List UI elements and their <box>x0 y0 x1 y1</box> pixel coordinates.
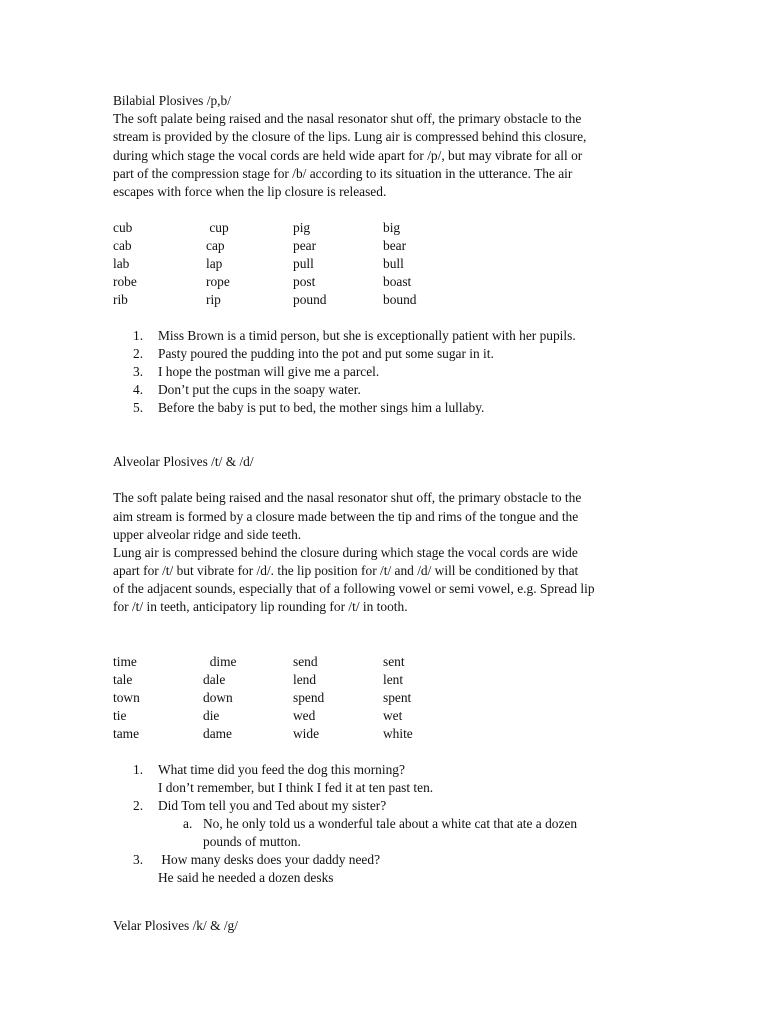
sub-item-text: No, he only told us a wonderful tale about a white cat that ate a dozen <box>203 815 578 831</box>
list-item <box>113 399 658 417</box>
word-cell: boast <box>383 274 412 290</box>
word-cell: time <box>113 653 137 669</box>
word-cell: lend <box>293 671 317 687</box>
item-text: Pasty poured the pudding into the pot and put some sugar in it. <box>158 346 494 362</box>
word-cell: lap <box>206 256 223 272</box>
word-cell: send <box>293 653 318 669</box>
sub-item-text: pounds of mutton. <box>203 833 301 849</box>
velar-heading: Velar Plosives /k/ & /g/ <box>113 917 238 933</box>
document-page <box>113 92 658 935</box>
alveolar-paragraph-line: for /t/ in teeth, anticipatory lip rounding for /t/ in tooth. <box>113 599 408 615</box>
word-cell: white <box>383 725 413 741</box>
bilabial-word-table <box>113 219 658 309</box>
word-cell: rib <box>113 292 128 308</box>
word-cell: dime <box>203 653 237 669</box>
word-cell: tie <box>113 707 127 723</box>
item-text: Miss Brown is a timid person, but she is exceptionally patient with her pupils. <box>158 328 576 344</box>
alveolar-paragraph-line: Lung air is compressed behind the closure during which stage the vocal cords are wide <box>113 544 578 560</box>
word-cell: sent <box>383 653 405 669</box>
item-number: 3. <box>133 364 144 380</box>
item-number: 2. <box>133 346 144 362</box>
bilabial-paragraph-line: The soft palate being raised and the nasal resonator shut off, the primary obstacle to the <box>113 111 582 127</box>
bilabial-paragraph-line: escapes with force when the lip closure is released. <box>113 183 387 199</box>
bilabial-heading: Bilabial Plosives /p,b/ <box>113 93 231 108</box>
sub-item-label: a. <box>183 815 193 831</box>
list-item <box>113 851 658 869</box>
word-cell: dale <box>203 671 226 687</box>
list-item <box>113 797 658 815</box>
word-cell: die <box>203 707 220 723</box>
item-number: 5. <box>133 400 144 416</box>
item-answer: I don’t remember, but I think I fed it at ten past ten. <box>158 779 434 795</box>
word-cell: bear <box>383 238 407 254</box>
item-number: 1. <box>133 761 144 777</box>
sub-list-item <box>113 815 658 851</box>
word-cell: cab <box>113 238 132 254</box>
word-cell: wide <box>293 725 320 741</box>
word-cell: wet <box>383 707 403 723</box>
item-text: I hope the postman will give me a parcel. <box>158 364 380 380</box>
list-item <box>113 381 658 399</box>
item-text: How many desks does your daddy need? <box>158 851 381 867</box>
alveolar-paragraph-line: aim stream is formed by a closure made between the tip and rims of the tongue and the <box>113 508 579 524</box>
alveolar-word-table <box>113 653 658 743</box>
word-cell: lent <box>383 671 404 687</box>
item-text: Before the baby is put to bed, the mother sings him a lullaby. <box>158 400 485 416</box>
word-cell: lab <box>113 256 130 272</box>
word-cell: spent <box>383 689 412 705</box>
word-cell: dame <box>203 725 232 741</box>
word-cell: town <box>113 689 140 705</box>
word-cell: pull <box>293 256 314 272</box>
word-cell: pound <box>293 292 327 308</box>
alveolar-paragraph-line: apart for /t/ but vibrate for /d/. the lip position for /t/ and /d/ will be conditioned by that <box>113 563 579 579</box>
bilabial-paragraph-line: during which stage the vocal cords are held wide apart for /p/, but may vibrate for all or <box>113 147 583 163</box>
item-number: 2. <box>133 797 144 813</box>
list-item <box>113 363 658 381</box>
word-cell: down <box>203 689 233 705</box>
bilabial-paragraph-line: part of the compression stage for /b/ according to its situation in the utterance. The air <box>113 165 573 181</box>
alveolar-question-list <box>113 761 658 887</box>
word-cell: cub <box>113 220 133 236</box>
bilabial-paragraph-line: stream is provided by the closure of the lips. Lung air is compressed behind this closure, <box>113 129 587 145</box>
alveolar-heading: Alveolar Plosives /t/ & /d/ <box>113 454 254 470</box>
word-cell: pig <box>293 220 311 236</box>
word-cell: tame <box>113 725 140 741</box>
item-answer: He said he needed a dozen desks <box>158 869 334 885</box>
word-cell: bull <box>383 256 404 272</box>
word-cell: tale <box>113 671 133 687</box>
word-cell: big <box>383 220 401 236</box>
word-cell: robe <box>113 274 137 290</box>
alveolar-paragraph-2 <box>113 544 658 617</box>
word-cell: cap <box>206 238 225 254</box>
item-number: 1. <box>133 328 144 344</box>
list-item <box>113 761 658 779</box>
word-cell: rope <box>206 274 230 290</box>
alveolar-paragraph-line: The soft palate being raised and the nasal resonator shut off, the primary obstacle to the <box>113 490 582 506</box>
word-cell: pear <box>293 238 317 254</box>
item-text: What time did you feed the dog this morning? <box>158 761 405 777</box>
word-cell: bound <box>383 292 417 308</box>
alveolar-paragraph-line: upper alveolar ridge and side teeth. <box>113 526 302 542</box>
bilabial-paragraph <box>113 110 658 201</box>
word-cell: rip <box>206 292 221 308</box>
word-cell: post <box>293 274 316 290</box>
alveolar-paragraph-1 <box>113 489 658 544</box>
list-item <box>113 345 658 363</box>
word-cell: wed <box>293 707 316 723</box>
alveolar-paragraph-line: of the adjacent sounds, especially that of a following vowel or semi vowel, e.g. Spread lip <box>113 581 595 597</box>
bilabial-sentence-list <box>113 327 658 417</box>
word-cell: cup <box>206 220 229 236</box>
item-number: 4. <box>133 382 144 398</box>
list-item <box>113 327 658 345</box>
item-number: 3. <box>133 851 144 867</box>
item-text: Don’t put the cups in the soapy water. <box>158 382 361 398</box>
item-text: Did Tom tell you and Ted about my sister? <box>158 797 387 813</box>
word-cell: spend <box>293 689 325 705</box>
